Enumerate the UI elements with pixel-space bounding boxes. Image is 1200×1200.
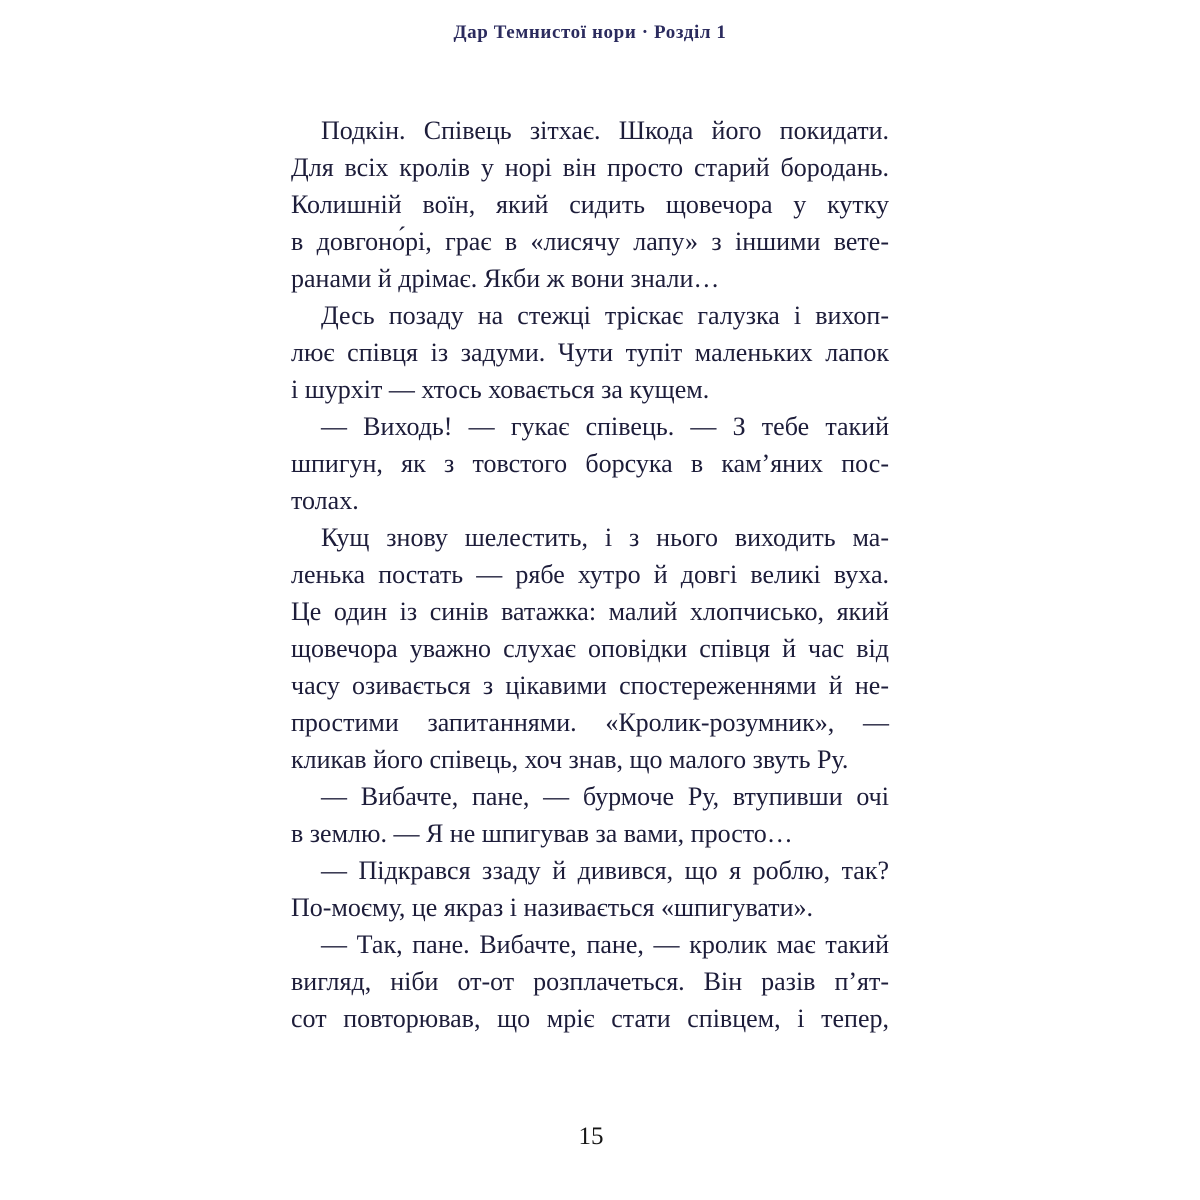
text-line: Подкін. Співець зітхає. Шкода його покидати.	[321, 116, 889, 145]
text-line: толах.	[291, 486, 359, 515]
text-line: сот повторював, що мріє стати співцем, і тепер,	[291, 1004, 889, 1033]
text-line: щовечора уважно слухає оповідки співця й час від	[291, 634, 889, 663]
text-line: шпигун, як з товстого борсука в кам’яних пос-	[291, 449, 889, 478]
text-line: лює співця із задуми. Чути тупіт маленьких лапок	[291, 338, 889, 367]
running-header: Дар Темнистої нори · Розділ 1	[453, 22, 727, 43]
text-line: в землю. — Я не шпигував за вами, просто…	[291, 819, 793, 848]
text-line: — Вибачте, пане, — бурмоче Ру, втупивши очі	[321, 782, 889, 811]
text-line: вигляд, ніби от-от розплачеться. Він разів п’ят-	[291, 967, 889, 996]
text-line: ранами й дрімає. Якби ж вони знали…	[291, 264, 720, 293]
text-line: Це один із синів ватажка: малий хлопчисько, який	[291, 597, 889, 626]
text-line: По-моєму, це якраз і називається «шпигувати».	[291, 893, 814, 922]
text-line: в довгоно́рі, грає в «лисячу лапу» з іншими вете-	[291, 227, 889, 256]
text-line: — Підкрався ззаду й дивився, що я роблю, так?	[321, 856, 889, 885]
text-block	[291, 112, 889, 1037]
text-line: — Так, пане. Вибачте, пане, — кролик має такий	[321, 930, 889, 959]
text-line: часу озивається з цікавими спостереженнями й не-	[291, 671, 889, 700]
page-number: 15	[578, 1123, 604, 1150]
text-line: — Виходь! — гукає співець. — З тебе такий	[321, 412, 889, 441]
text-line: ленька постать — рябе хутро й довгі великі вуха.	[291, 560, 889, 589]
text-line: Колишній воїн, який сидить щовечора у кутку	[291, 190, 889, 219]
text-line: Кущ знову шелестить, і з нього виходить ма-	[321, 523, 889, 552]
text-line: Для всіх кролів у норі він просто старий бородань.	[291, 153, 889, 182]
text-line: простими запитаннями. «Кролик-розумник», —	[291, 708, 889, 737]
text-line: і шурхіт — хтось ховається за кущем.	[291, 375, 710, 404]
text-line: Десь позаду на стежці тріскає галузка і вихоп-	[321, 301, 889, 330]
text-line: кликав його співець, хоч знав, що малого звуть Ру.	[291, 745, 849, 774]
